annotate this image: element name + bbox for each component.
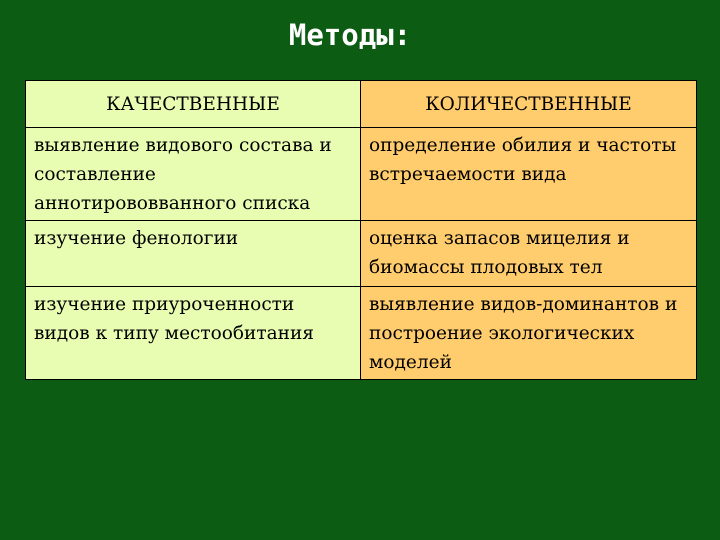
table-cell: выявление видового состава и составление аннотирововванного списка xyxy=(26,128,361,221)
table-cell: изучение фенологии xyxy=(26,221,361,287)
header-qualitative: КАЧЕСТВЕННЫЕ xyxy=(26,81,361,128)
table-cell: определение обилия и частоты встречаемости вида xyxy=(361,128,697,221)
table-row xyxy=(26,221,697,287)
table-cell: изучение приуроченности видов к типу местообитания xyxy=(26,287,361,380)
table-row xyxy=(26,287,697,380)
methods-table xyxy=(25,80,697,380)
slide-title: Методы: xyxy=(288,18,412,52)
table-row xyxy=(26,128,697,221)
table-cell: выявление видов-доминантов и построение экологических моделей xyxy=(361,287,697,380)
header-quantitative: КОЛИЧЕСТВЕННЫЕ xyxy=(361,81,697,128)
table-header-row xyxy=(26,81,697,128)
table-cell: оценка запасов мицелия и биомассы плодовых тел xyxy=(361,221,697,287)
